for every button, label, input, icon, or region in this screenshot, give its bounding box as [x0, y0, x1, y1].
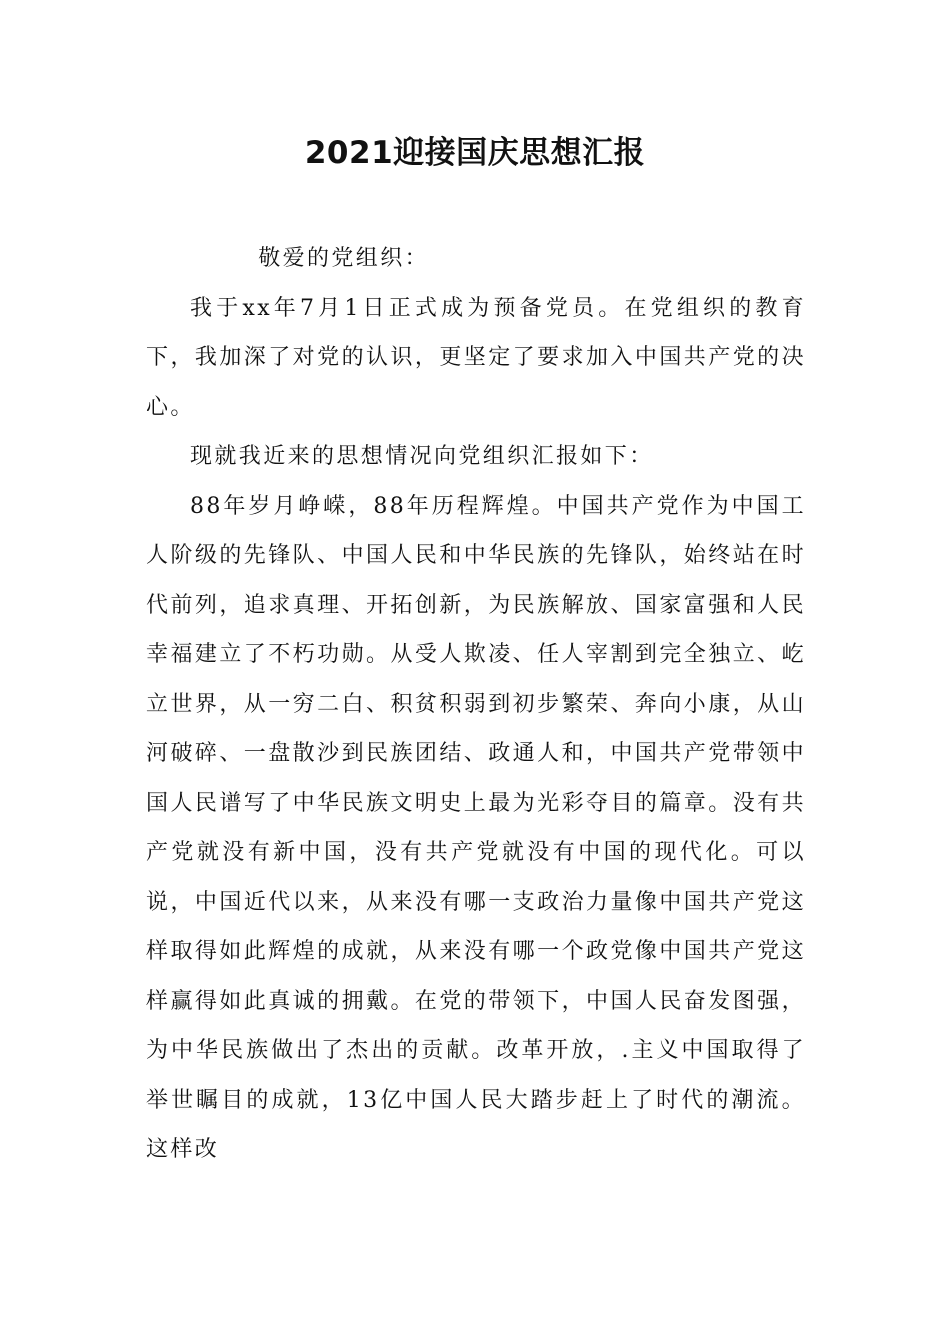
salutation: 敬爱的党组织： [258, 246, 429, 271]
paragraph-main: 88年岁月峥嵘，88年历程辉煌。中国共产党作为中国工人阶级的先锋队、中国人民和中华民族的先锋队，始终站在时代前列，追求真理、开拓创新，为民族解放、国家富强和人民幸福建立了不朽功勋。从受人欺凌、任人宰割到完全独立、屹立世界，从一穷二白、积贫积弱到初步繁荣、奔向小康，从山河破碎、一盘散沙到民族团结、政通人和，中国共产党带领中国人民谱写了中华民族文明史上最为光彩夺目的篇章。没有共产党就没有新中国，没有共产党就没有中国的现代化。可以说，中国近代以来，从来没有哪一支政治力量像中国共产党这样取得如此辉煌的成就，从来没有哪一个政党像中国共产党这样赢得如此真诚的拥戴。在党的带领下，中国人民奋发图强，为中华民族做出了杰出的贡献。改革开放，.主义中国取得了举世瞩目的成就，13亿中国人民大踏步赶上了时代的潮流。这样改 [146, 493, 806, 1162]
document-title: 2021迎接国庆思想汇报 [304, 135, 646, 171]
paragraph-report-lead: 现就我近来的思想情况向党组织汇报如下： [190, 444, 654, 469]
document-body [146, 234, 806, 1175]
paragraph-intro: 我于xx年7月1日正式成为预备党员。在党组织的教育下，我加深了对党的认识，更坚定了要求加入中国共产党的决心。 [146, 295, 806, 420]
